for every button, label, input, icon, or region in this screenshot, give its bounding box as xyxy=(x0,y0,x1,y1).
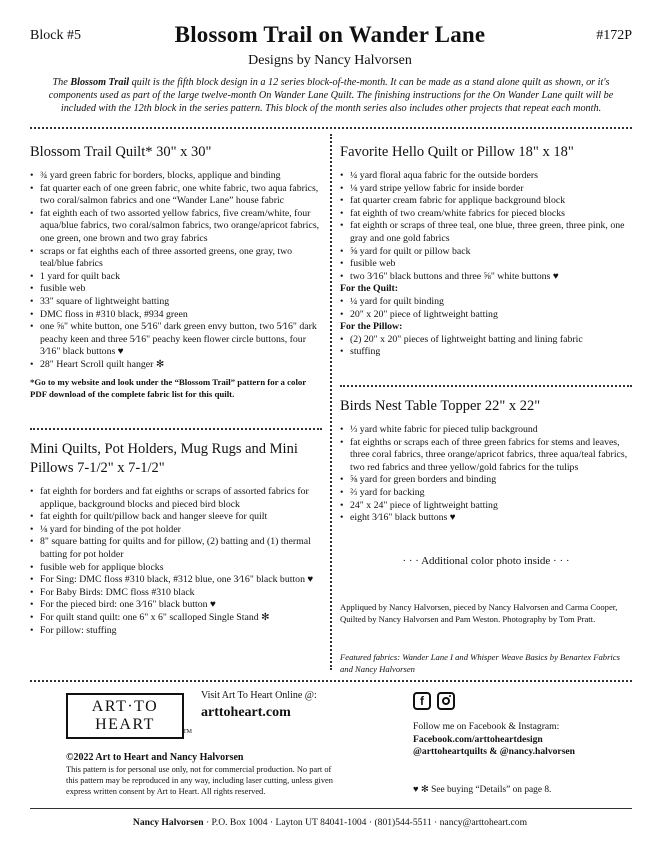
visit-online-label: Visit Art To Heart Online @: xyxy=(201,690,317,701)
list-item: • ⅔ yard for backing xyxy=(340,487,632,500)
right-section-divider xyxy=(340,385,632,387)
list-item: • fusible web xyxy=(30,283,322,296)
list-item: • ⅓ yard white fabric for pieced tulip background xyxy=(340,424,632,437)
footer-rule xyxy=(30,808,632,809)
birds-nest-title: Birds Nest Table Topper 22" x 22" xyxy=(340,398,541,414)
for-pillow-heading: For the Pillow: xyxy=(340,321,403,333)
footer-name: Nancy Halvorsen xyxy=(132,817,204,828)
hello-supply-list xyxy=(340,170,632,283)
list-item: • For quilt stand quilt: one 6" x 6" scalloped Single Stand ✻ xyxy=(30,612,322,625)
intro-lead: The xyxy=(52,77,71,88)
list-item: • ¼ yard for quilt binding xyxy=(340,296,632,309)
buying-details-note: ♥ ✻ See buying “Details” on page 8. xyxy=(413,785,552,795)
list-item: • eight 3⁄16" black buttons ♥ xyxy=(340,512,632,525)
copyright-notice: This pattern is for personal use only, not for commercial production. No part of this pattern may be reproduced in any way, including laser cutting, unless given express written consent by Art to Heart. All rights reserved. xyxy=(66,765,333,796)
intro-quilt-name: Blossom Trail xyxy=(70,77,130,88)
birds-supply-list xyxy=(340,424,632,525)
hello-quilt-list xyxy=(340,296,632,321)
block-number: Block #5 xyxy=(30,28,81,43)
featured-fabrics: Featured fabrics: Wander Lane I and Whisper Weave Basics by Benartex Fabrics and Nancy Halvorsen xyxy=(340,652,620,674)
list-item: • ⅛ yard stripe yellow fabric for inside border xyxy=(340,183,632,196)
pattern-number: #172P xyxy=(596,28,632,43)
mini-quilts-title: Mini Quilts, Pot Holders, Mug Rugs and Mini Pillows 7-1/2" x 7-1/2" xyxy=(30,441,298,476)
list-item: • fat quarter each of one green fabric, one white fabric, two aqua fabrics, two coral/salmon fabrics and one “Wander Lane” house fabric xyxy=(30,183,322,208)
logo-line-1: ART·TO xyxy=(91,698,159,715)
list-item: • fat eighth each of two assorted yellow fabrics, five cream/white, four aqua/blue fabrics, two coral/salmon fabrics, two orange/apricot fabrics, one green, one brown and two gray fabrics xyxy=(30,208,322,246)
list-item: • fusible web xyxy=(340,258,632,271)
list-item: • fat eighth for quilt/pillow back and hanger sleeve for quilt xyxy=(30,511,322,524)
list-item: • fusible web for applique blocks xyxy=(30,562,322,575)
list-item: • 20" x 20" piece of lightweight batting xyxy=(340,309,632,322)
top-divider xyxy=(30,127,632,129)
instagram-icon[interactable] xyxy=(437,692,455,710)
list-item: • 1 yard for quilt back xyxy=(30,271,322,284)
footer-top-divider xyxy=(30,680,632,682)
list-item: • DMC floss in #310 black, #934 green xyxy=(30,309,322,322)
list-item: • fat quarter cream fabric for applique background block xyxy=(340,195,632,208)
list-item: • 28" Heart Scroll quilt hanger ✻ xyxy=(30,359,322,372)
footer-contact xyxy=(0,817,660,828)
mini-quilts-section xyxy=(30,440,322,637)
hello-quilt-title: Favorite Hello Quilt or Pillow 18" x 18" xyxy=(340,144,574,160)
list-item: • fat eighth for borders and fat eighths or scraps of assorted fabrics for applique, background blocks and pieced bird block xyxy=(30,486,322,511)
art-to-heart-logo xyxy=(66,693,192,739)
list-item: • 33" square of lightweight batting xyxy=(30,296,322,309)
mini-supply-list xyxy=(30,486,322,637)
for-quilt-heading: For the Quilt: xyxy=(340,283,399,295)
blossom-supply-list xyxy=(30,170,322,372)
list-item: • ⅝ yard for quilt or pillow back xyxy=(340,246,632,259)
list-item: • stuffing xyxy=(340,346,632,359)
left-section-divider xyxy=(30,428,322,430)
list-item: • 24" x 24" piece of lightweight batting xyxy=(340,500,632,513)
column-divider xyxy=(330,134,332,670)
list-item: • For the pieced bird: one 3⁄16" black button ♥ xyxy=(30,599,322,612)
social-icons xyxy=(413,692,455,710)
list-item: • For pillow: stuffing xyxy=(30,625,322,638)
follow-label: Follow me on Facebook & Instagram: xyxy=(413,721,560,732)
blossom-trail-title: Blossom Trail Quilt* 30" x 30" xyxy=(30,144,212,160)
intro-text: quilt is the fifth block design in a 12 series block-of-the-month. It can be made as a stand alone quilt as shown, or it's components used as part of the large twelve-month On Wander Lane Quilt. The finishing instructions for the On Wander Lane quilt will be included with the 12th block in the series pattern. This block of the month series also includes other projects that repeat each month. xyxy=(48,77,614,114)
facebook-link[interactable]: Facebook.com/arttoheartdesign xyxy=(413,733,543,745)
list-item: • two 3⁄16" black buttons and three ⅝" white buttons ♥ xyxy=(340,271,632,284)
footer-address: · P.O. Box 1004 · Layton UT 84041-1004 · (801)544-5511 · nancy@arttoheart.com xyxy=(203,817,528,828)
color-list-note: *Go to my website and look under the “Blossom Trail” pattern for a color PDF download of the complete fabric list for this quilt. xyxy=(30,376,307,399)
hello-pillow-list xyxy=(340,334,632,359)
instagram-handles[interactable]: @arttoheartquilts & @nancy.halvorsen xyxy=(413,746,576,758)
list-item: • scraps or fat eighths each of three assorted greens, one gray, two teal/blue fabrics xyxy=(30,246,322,271)
logo-trademark: TM xyxy=(183,729,192,735)
list-item: • ⅝ yard for green borders and binding xyxy=(340,474,632,487)
website-link[interactable]: arttoheart.com xyxy=(201,705,291,720)
additional-photo-note: · · · Additional color photo inside · · · xyxy=(402,555,570,567)
list-item: • fat eighth or scraps of three teal, one blue, three green, three pink, one gray and one gold fabrics xyxy=(340,220,632,245)
list-item: • For Baby Birds: DMC floss #310 black xyxy=(30,587,322,600)
list-item: • fat eighth of two cream/white fabrics for pieced blocks xyxy=(340,208,632,221)
birds-nest-section xyxy=(340,397,632,525)
list-item: • ⅛ yard for binding of the pot holder xyxy=(30,524,322,537)
follow-block xyxy=(413,721,575,759)
pattern-title: Blossom Trail on Wander Lane xyxy=(174,22,486,47)
list-item: • For Sing: DMC floss #310 black, #312 blue, one 3⁄16" black button ♥ xyxy=(30,574,322,587)
facebook-icon[interactable]: f xyxy=(413,692,431,710)
list-item: • (2) 20" x 20" pieces of lightweight batting and lining fabric xyxy=(340,334,632,347)
copyright-heading: ©2022 Art to Heart and Nancy Halvorsen xyxy=(66,752,244,763)
list-item: • one ⅝" white button, one 5⁄16" dark green envy button, two 5⁄16" dark peachy keen and three 5⁄16" peachy keen flower circle buttons, four 3⁄16" black buttons ♥ xyxy=(30,321,322,359)
intro-paragraph xyxy=(30,76,632,115)
list-item: • ¾ yard green fabric for borders, blocks, applique and binding xyxy=(30,170,322,183)
hello-quilt-section xyxy=(340,143,632,359)
list-item: • fat eighths or scraps each of three green fabrics for stems and leaves, three coral fabrics, three orange/apricot fabrics, three aqua/teal fabrics, two red fabrics and three yellow/gold fabrics for the tulips xyxy=(340,437,632,475)
credits-text: Appliqued by Nancy Halvorsen, pieced by Nancy Halvorsen and Carma Cooper, Quilted by Nancy Halvorsen and Pam Weston. Photography by Tom Pratt. xyxy=(340,602,618,624)
blossom-trail-section xyxy=(30,143,322,400)
designer-line: Designs by Nancy Halvorsen xyxy=(248,53,412,68)
list-item: • 8" square batting for quilts and for pillow, (2) batting and (1) thermal batting for pot holder xyxy=(30,536,322,561)
logo-line-2: HEART xyxy=(95,716,155,733)
list-item: • ¼ yard floral aqua fabric for the outside borders xyxy=(340,170,632,183)
